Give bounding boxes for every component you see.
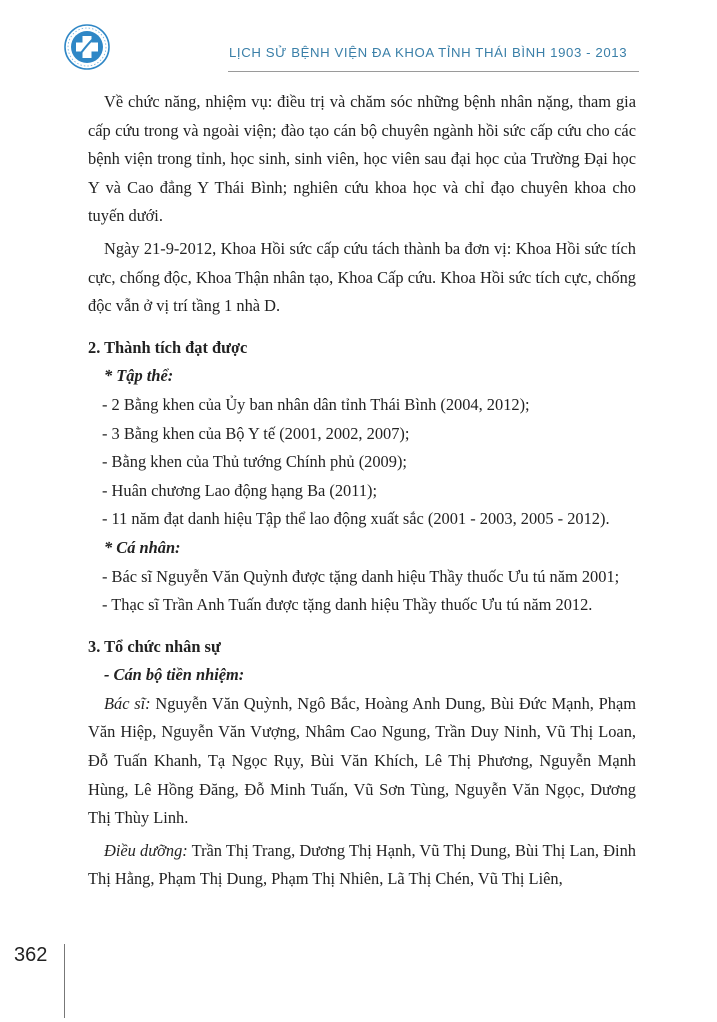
header-divider — [228, 71, 639, 72]
list-item: - 2 Bằng khen của Ủy ban nhân dân tỉnh Thái Bình (2004, 2012); — [102, 394, 530, 414]
collective-heading: * Tập thể: — [104, 366, 174, 386]
doctors-label: Bác sĩ: — [104, 693, 151, 713]
nurses-paragraph — [88, 837, 636, 894]
page-body — [88, 88, 636, 894]
nurses-label: Điều dưỡng: — [104, 840, 188, 860]
list-item: - Huân chương Lao động hạng Ba (2011); — [102, 480, 378, 500]
section-2-heading: 2. Thành tích đạt được — [88, 337, 248, 357]
list-item: - 3 Bằng khen của Bộ Y tế (2001, 2002, 2007); — [102, 423, 410, 443]
list-item: - Bằng khen của Thủ tướng Chính phủ (2009); — [102, 452, 407, 472]
page-number: 362 — [14, 944, 48, 966]
list-item: - Bác sĩ Nguyễn Văn Quỳnh được tặng danh hiệu Thầy thuốc Ưu tú năm 2001; — [102, 566, 620, 586]
nurses-list: Trần Thị Trang, Dương Thị Hạnh, Vũ Thị Dung, Bùi Thị Lan, Đinh Thị Hằng, Phạm Thị Dung, Phạm Thị Nhiên, Lã Thị Chén, Vũ Thị Liên, — [88, 840, 636, 889]
running-header-title: LỊCH SỬ BỆNH VIỆN ĐA KHOA TỈNH THÁI BÌNH 1903 - 2013 — [229, 45, 628, 60]
hospital-emblem-icon — [60, 23, 115, 71]
page-number-divider — [64, 944, 65, 1018]
doctors-list: Nguyễn Văn Quỳnh, Ngô Bắc, Hoàng Anh Dung, Bùi Đức Mạnh, Phạm Văn Hiệp, Nguyễn Văn Vượng, Nhâm Cao Ngung, Trần Duy Ninh, Vũ Thị Loan, Đỗ Tuấn Khanh, Tạ Ngọc Rụy, Bùi Văn Khích, Lê Thị Phương, Nguyễn Mạnh Hùng, Lê Hồng Đăng, Đỗ Minh Tuấn, Vũ Sơn Tùng, Nguyễn Văn Ngọc, Dương Thị Thùy Linh. — [88, 693, 636, 828]
doctors-paragraph — [88, 690, 636, 833]
functions-paragraph: Về chức năng, nhiệm vụ: điều trị và chăm sóc những bệnh nhân nặng, tham gia cấp cứu trong và ngoài viện; đào tạo cán bộ chuyên ngành hồi sức cấp cứu cho các bệnh viện trong tỉnh, học sinh, sinh viên, học viên sau đại học của Trường Đại học Y và Cao đẳng Y Thái Bình; nghiên cứu khoa học và chỉ đạo chuyên khoa cho tuyến dưới. — [88, 92, 636, 226]
predecessors-heading: - Cán bộ tiền nhiệm: — [104, 665, 245, 685]
list-item: - 11 năm đạt danh hiệu Tập thể lao động xuất sắc (2001 - 2003, 2005 - 2012). — [102, 509, 610, 529]
department-split-paragraph: Ngày 21-9-2012, Khoa Hồi sức cấp cứu tách thành ba đơn vị: Khoa Hồi sức tích cực, chống độc, Khoa Thận nhân tạo, Khoa Cấp cứu. Khoa Hồi sức tích cực, chống độc vẫn ở vị trí tầng 1 nhà D. — [88, 238, 636, 316]
list-item: - Thạc sĩ Trần Anh Tuấn được tặng danh hiệu Thầy thuốc Ưu tú năm 2012. — [102, 595, 593, 615]
individual-heading: * Cá nhân: — [104, 537, 181, 557]
section-3-heading: 3. Tổ chức nhân sự — [88, 636, 221, 656]
